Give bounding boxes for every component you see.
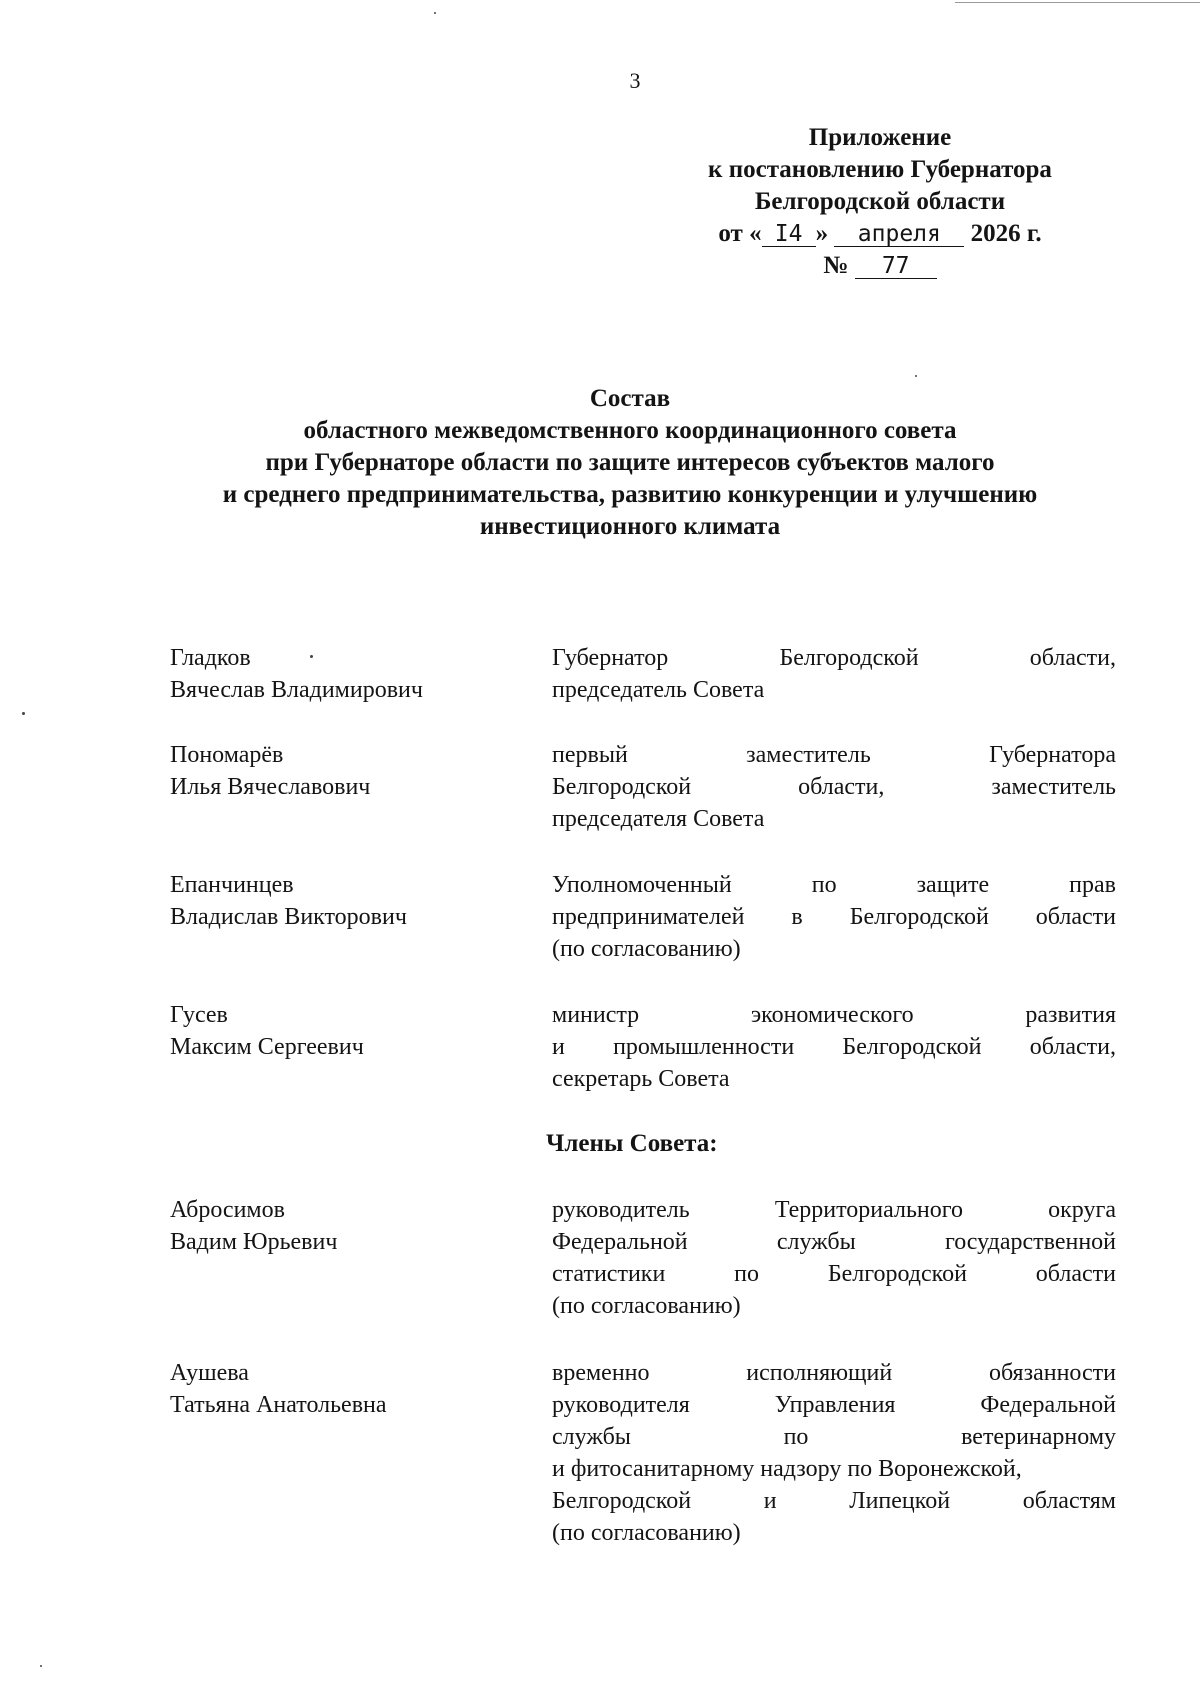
number-value: 77 — [855, 254, 937, 279]
role-line: министр экономического развития — [552, 1002, 1116, 1028]
role-line: статистики по Белгородской области — [552, 1261, 1116, 1287]
date-day: I4 — [762, 222, 816, 247]
scan-speck — [310, 655, 313, 658]
role-line: Уполномоченный по защите прав — [552, 872, 1116, 898]
role-line: временно исполняющий обязанности — [552, 1360, 1116, 1386]
role-line: предпринимателей в Белгородской области — [552, 904, 1116, 930]
number-label: № — [823, 252, 849, 279]
person-role — [552, 999, 1116, 1095]
appendix-number-line — [600, 250, 1160, 282]
title-line: областного межведомственного координационного совета — [303, 417, 957, 444]
role-line: (по согласованию) — [552, 1293, 741, 1319]
role-line: и фитосанитарному надзору по Воронежской, — [552, 1456, 1022, 1482]
role-line: (по согласованию) — [552, 1520, 741, 1546]
person-given-names: Татьяна Анатольевна — [170, 1392, 387, 1418]
person-name — [170, 869, 530, 933]
person-surname: Пономарёв — [170, 742, 284, 768]
date-mid: » — [815, 220, 829, 247]
date-year: 2026 г. — [970, 220, 1042, 247]
role-line: службы по ветеринарному — [552, 1424, 1116, 1450]
person-name — [170, 1357, 530, 1421]
document-title — [80, 383, 1180, 543]
appendix-region: Белгородской области — [754, 188, 1006, 215]
role-line: председателя Совета — [552, 806, 765, 832]
role-line: председатель Совета — [552, 677, 765, 703]
person-name — [170, 642, 530, 706]
person-name — [170, 999, 530, 1063]
person-role — [552, 1194, 1116, 1322]
role-line: (по согласованию) — [552, 936, 741, 962]
scan-speck — [22, 712, 25, 715]
appendix-date-line — [600, 218, 1160, 250]
role-line: Губернатор Белгородской области, — [552, 645, 1116, 671]
person-given-names: Илья Вячеславович — [170, 774, 371, 800]
person-role — [552, 739, 1116, 835]
role-line: Федеральной службы государственной — [552, 1229, 1116, 1255]
appendix-title: Приложение — [808, 124, 952, 151]
person-surname: Епанчинцев — [170, 872, 294, 898]
role-line: первый заместитель Губернатора — [552, 742, 1116, 768]
appendix-header — [600, 122, 1160, 282]
person-role — [552, 1357, 1116, 1549]
title-heading: Состав — [589, 385, 671, 412]
person-role — [552, 642, 1116, 706]
role-line: руководитель Территориального округа — [552, 1197, 1116, 1223]
role-line: Белгородской области, заместитель — [552, 774, 1116, 800]
person-surname: Абросимов — [170, 1197, 285, 1223]
appendix-decree-ref: к постановлению Губернатора — [708, 156, 1052, 183]
role-line: руководителя Управления Федеральной — [552, 1392, 1116, 1418]
person-name — [170, 1194, 530, 1258]
title-line: при Губернаторе области по защите интересов субъектов малого — [265, 449, 995, 476]
scan-speck — [40, 1665, 42, 1667]
person-surname: Гусев — [170, 1002, 228, 1028]
role-line: секретарь Совета — [552, 1066, 730, 1092]
person-given-names: Вадим Юрьевич — [170, 1229, 338, 1255]
members-heading: Члены Совета: — [546, 1130, 718, 1157]
title-line: инвестиционного климата — [479, 513, 781, 540]
person-name — [170, 739, 530, 803]
page-number: 3 — [629, 68, 641, 93]
person-given-names: Вячеслав Владимирович — [170, 677, 423, 703]
scan-edge-line — [955, 2, 1200, 3]
role-line: Белгородской и Липецкой областям — [552, 1488, 1116, 1514]
title-line: и среднего предпринимательства, развитию конкуренции и улучшению — [222, 481, 1038, 508]
person-surname: Гладков — [170, 645, 251, 671]
person-given-names: Владислав Викторович — [170, 904, 407, 930]
person-role — [552, 869, 1116, 965]
date-prefix: от « — [718, 220, 762, 247]
scan-speck — [434, 12, 436, 14]
person-surname: Аушева — [170, 1360, 249, 1386]
scan-speck — [915, 375, 917, 377]
person-given-names: Максим Сергеевич — [170, 1034, 364, 1060]
role-line: и промышленности Белгородской области, — [552, 1034, 1116, 1060]
date-month: апреля — [834, 222, 964, 247]
